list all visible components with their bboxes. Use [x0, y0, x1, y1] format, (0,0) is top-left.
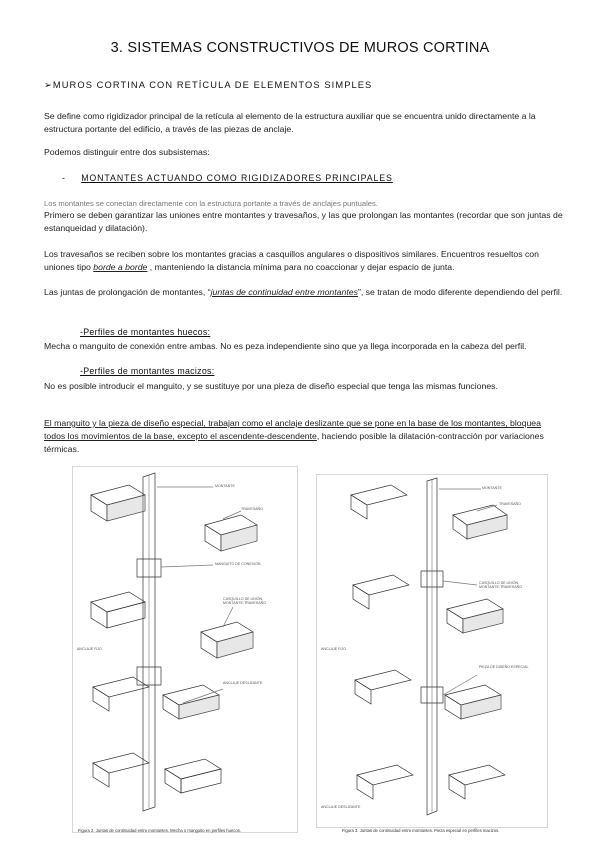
solid-profiles-heading: -Perfiles de montantes macizos:: [80, 366, 215, 376]
conclusion-paragraph: El manguito y la pieza de diseño especial, trabajan como el anclaje deslizante que se pone en la base de los montantes, bloquea todos los movimientos de la base, excepto el ascendente-descendente, haciendo posible la dilatación-contracción por variaciones térmicas.: [44, 418, 544, 454]
figure-left-label: ANCLAJE FIJO: [77, 647, 102, 651]
figure-left-label: CASQUILLO DE UNIÓN MONTANTE-TRAVESAÑO: [223, 597, 266, 605]
bullet-dash: -: [62, 173, 66, 183]
figure-left-drawing: [73, 467, 297, 832]
figure-left-label: MANGUITO DE CONEXIÓN: [215, 562, 261, 566]
paragraph-joints: Las juntas de prolongación de montantes, “juntas de continuidad entre montantes”, se tratan de modo diferente dependiendo del perfil.: [44, 287, 563, 297]
bullet-label: MONTANTES ACTUANDO COMO RIGIDIZADORES PRINCIPALES: [81, 173, 393, 183]
figure-right-caption: Figura 3. Juntas de continuidad entre montantes. Pieza especial en perfiles macizos.: [342, 828, 500, 833]
figure-right-label: ANCLAJE FIJO: [321, 647, 346, 651]
edge-to-edge-term: borde a borde: [93, 262, 148, 272]
hollow-profiles-heading: -Perfiles de montantes huecos:: [80, 327, 211, 337]
figure-right-label: ANCLAJE DESLIZANTE: [321, 805, 361, 809]
section-heading: [44, 80, 372, 91]
hollow-profiles-text: Mecha o manguito de conexión entre ambas. No es peza independiente sino que ya llega incorporada en la cabeza del perfil.: [44, 341, 527, 351]
figure-right-label: MONTANTE: [482, 486, 502, 490]
figure-left-caption: Figura 2. Juntas de continuidad entre montantes. Mecha o manguito en perfiles huecos.: [78, 828, 241, 833]
page-title: 3. SISTEMAS CONSTRUCTIVOS DE MUROS CORTINA: [110, 40, 490, 56]
figure-right-label: CASQUILLO DE UNIÓN MONTANTE-TRAVESAÑO: [479, 581, 522, 589]
subsystem-bullet: [62, 173, 393, 183]
solid-profiles-text: No es posible introducir el manguito, y se sustituye por una pieza de diseño especial que tenga las mismas funciones.: [44, 381, 498, 391]
paragraph-crossbars: Los travesaños se reciben sobre los montantes gracias a casquillos angulares o dispositivos similares. Encuentros resueltos con uniones tipo borde a borde , manteniendo la distancia mínima para no coaccionar y dejar espacio de junta.: [44, 249, 539, 272]
figure-left-label: MONTANTE: [215, 484, 235, 488]
arrow-icon: ➢: [44, 80, 53, 90]
note-text: Los montantes se conectan directamente con la estructura portante a través de anclajes puntuales.: [44, 199, 378, 208]
figure-left-label: ANCLAJE DESLIZANTE: [223, 681, 263, 685]
distinguish-paragraph: Podemos distinguir entre dos subsistemas:: [44, 147, 210, 157]
figure-right: [316, 474, 548, 828]
figure-left-label: TRAVESAÑO: [241, 507, 263, 511]
paragraph-unions: Primero se deben garantizar las uniones entre montantes y travesaños, y las que prolongan las montantes (recordar que son juntas de estanqueidad y dilatación).: [44, 210, 563, 233]
figure-left: [72, 466, 298, 833]
section-heading-text: MUROS CORTINA CON RETÍCULA DE ELEMENTOS SIMPLES: [52, 80, 373, 90]
continuity-joints-term: juntas de continuidad entre montantes: [210, 287, 358, 297]
intro-paragraph: Se define como rigidizador principal de la retícula al elemento de la estructura auxiliar que se encuentra unido directamente a la estructura portante del edificio, a través de las piezas de anclaje.: [44, 111, 536, 134]
figure-right-label: TRAVESAÑO: [499, 502, 521, 506]
figure-right-drawing: [317, 475, 547, 827]
figure-right-label: PIEZA DE DISEÑO ESPECIAL: [479, 665, 529, 669]
